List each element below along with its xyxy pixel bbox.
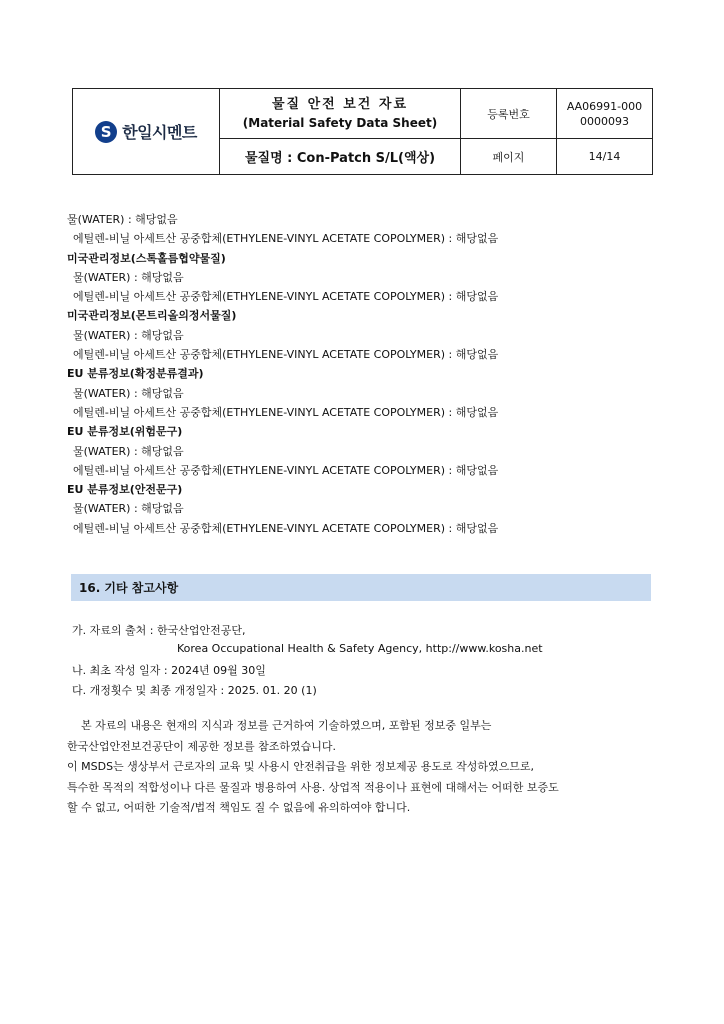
- disclaimer-line: 할 수 없고, 어떠한 기술적/법적 책임도 질 수 없음에 유의하여야 합니다.: [67, 801, 411, 814]
- disclaimer-line: 이 MSDS는 생상부서 근로자의 교육 및 사용시 안전취급을 위한 정보제공 용도로 작성하였으므로,: [67, 760, 535, 773]
- info-line: 에틸렌-비닐 아세트산 공중합체(ETHYLENE-VINYL ACETATE COPOLYMER) : 해당없음: [73, 348, 499, 362]
- revision-info: 다. 개정횟수 및 최종 개정일자 : 2025. 01. 20 (1): [72, 684, 317, 697]
- info-line: 물(WATER) : 해당없음: [73, 386, 184, 400]
- info-line: 에틸렌-비닐 아세트산 공중합체(ETHYLENE-VINYL ACETATE COPOLYMER) : 해당없음: [73, 232, 499, 246]
- info-line: 물(WATER) : 해당없음: [67, 213, 178, 226]
- document-title-cell: [220, 89, 461, 139]
- info-heading: EU 분류정보(확정분류결과): [67, 367, 204, 381]
- info-heading: EU 분류정보(위험문구): [67, 425, 183, 439]
- info-heading: EU 분류정보(안전문구): [67, 483, 183, 497]
- info-line: 에틸렌-비닐 아세트산 공중합체(ETHYLENE-VINYL ACETATE COPOLYMER) : 해당없음: [73, 521, 499, 535]
- header-table: [72, 88, 653, 175]
- disclaimer-line: 특수한 목적의 적합성이나 다른 물질과 병용하여 사용. 상업적 적용이나 표현에 대해서는 어떠한 보증도: [67, 780, 559, 794]
- info-line: 에틸렌-비닐 아세트산 공중합체(ETHYLENE-VINYL ACETATE COPOLYMER) : 해당없음: [73, 290, 499, 304]
- source-agency-line: Korea Occupational Health & Safety Agency, http://www.kosha.net: [177, 642, 543, 655]
- info-line: 물(WATER) : 해당없음: [73, 328, 184, 342]
- company-logo: [73, 120, 219, 143]
- logo-text: 한일시멘트: [122, 123, 197, 142]
- section-16-title: 16. 기타 참고사항: [79, 581, 179, 595]
- regulatory-info-list: [67, 210, 667, 538]
- logo-mark-icon: S: [95, 121, 117, 143]
- info-heading: 미국관리정보(스톡홀름협약물질): [67, 251, 226, 265]
- info-heading: 미국관리정보(몬트리올의정서물질): [67, 309, 237, 323]
- company-logo-cell: [73, 89, 220, 175]
- disclaimer-line: 본 자료의 내용은 현재의 지식과 정보를 근거하여 기술하였으며, 포함된 정보중 일부는: [67, 719, 492, 732]
- disclaimer-paragraph: [67, 716, 667, 819]
- disclaimer-line: 한국산업안전보건공단이 제공한 정보를 참조하였습니다.: [67, 739, 337, 753]
- page-number: 14/14: [557, 139, 653, 175]
- document-title-korean: 물질 안전 보건 자료: [271, 97, 409, 112]
- registration-number-line2: 0000093: [580, 114, 629, 128]
- source-line: 가. 자료의 출처 : 한국산업안전공단,: [72, 624, 246, 637]
- section-16-header: [71, 574, 651, 601]
- registration-number-line1: AA06991-000: [566, 99, 643, 113]
- document-title-english: (Material Safety Data Sheet): [242, 116, 438, 130]
- page-label: 페이지: [461, 139, 557, 175]
- registration-label: 등록번호: [461, 89, 557, 139]
- info-line: 에틸렌-비닐 아세트산 공중합체(ETHYLENE-VINYL ACETATE COPOLYMER) : 해당없음: [73, 463, 499, 477]
- first-written-date: 나. 최초 작성 일자 : 2024년 09월 30일: [72, 664, 266, 677]
- registration-number: [557, 89, 653, 139]
- info-line: 물(WATER) : 해당없음: [73, 444, 184, 458]
- product-name: 물질명 : Con-Patch S/L(액상): [220, 139, 461, 175]
- info-line: 물(WATER) : 해당없음: [73, 270, 184, 284]
- info-line: 물(WATER) : 해당없음: [73, 502, 184, 516]
- info-line: 에틸렌-비닐 아세트산 공중합체(ETHYLENE-VINYL ACETATE COPOLYMER) : 해당없음: [73, 405, 499, 419]
